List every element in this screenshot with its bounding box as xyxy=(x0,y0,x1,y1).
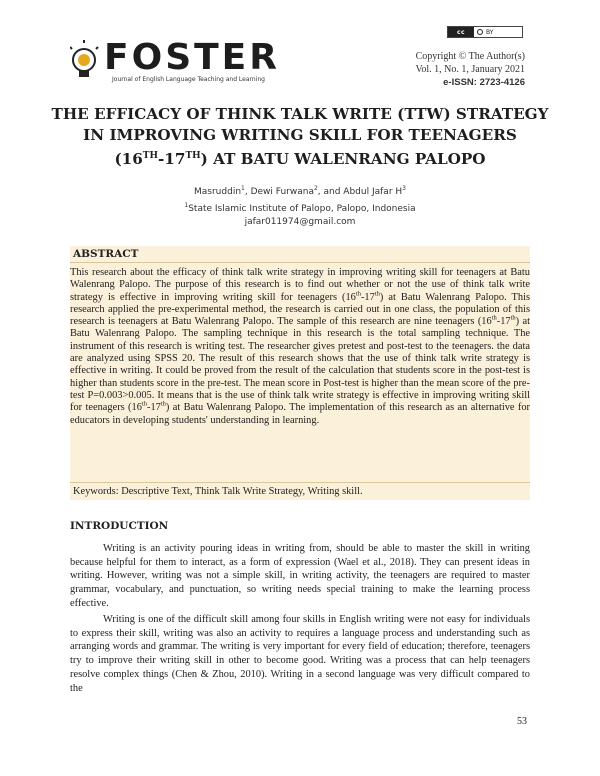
copyright-block xyxy=(415,50,525,89)
title-line-1: THE EFFICACY OF THINK TALK WRITE (TTW) STRATEGY xyxy=(51,105,549,123)
author-block xyxy=(0,182,600,229)
copyright-text: Copyright © The Author(s) xyxy=(415,51,525,62)
page-number: 53 xyxy=(517,716,527,727)
title-line-2: IN IMPROVING WRITING SKILL FOR TEENAGERS xyxy=(83,126,517,144)
by-label: BY xyxy=(474,27,522,37)
logo-wordmark: FOSTER xyxy=(104,37,280,78)
keywords: Keywords: Descriptive Text, Think Talk Write Strategy, Writing skill. xyxy=(73,486,363,497)
volume-text: Vol. 1, No. 1, January 2021 xyxy=(415,64,525,75)
intro-paragraph-1: Writing is an activity pouring ideas in writing from, should be able to master the skill in writing because helpful for them to interact, as a form of expression (Wael et al., 2018). They can present ideas in writing. However, writing was not a simple skill, in writing activity, the teenagers are required to master grammar, vocabulary, and punctuation, so writing needs special training to make the learning process effective. xyxy=(70,543,530,609)
affiliation: $^1$State Islamic Institute of Palopo, Palopo, Indonesia xyxy=(184,202,416,214)
license-badge[interactable] xyxy=(447,26,523,38)
title-line-3: (16TH-17TH) AT BATU WALENRANG PALOPO xyxy=(114,150,486,169)
abstract-header xyxy=(70,246,530,263)
issn-text: e-ISSN: 2723-4126 xyxy=(443,77,525,88)
lightbulb-icon xyxy=(70,40,98,77)
abstract-body: This research about the efficacy of think talk write strategy in improving writing skill for teenagers at Batu Walenrang Palopo. The purpose of this research is to find out whether or not the use of think talk write strategy is effective in improving writing skill for teenagers (16th-17th) at Batu Walenrang Palopo. This research applied the pre-experimental method, the research is carried out in one class, the population of this research is teenagers at Batu Walenrang Palopo. The sample of this research are nine teenagers (16th-17th) at Batu Walenrang Palopo. The sampling technique in this research is the total sampling technique. The instrument of this research is writing test. The researcher gives pretest and post-test to the teenagers. the data are analyzed using SPSS 20. The result of this research shows that the use of think talk write strategy is effective in writing. It could be proved from the result of the calculation that students score in the post-test is higher than students score in the pre-test. The mean score in Post-test is higher than the mean score of the pre-test P=0.003>0.005. It means that is the use of think talk write strategy is effective in improving writing skill for teenagers (16th-17th) at Batu Walenrang Palopo. The implementation of this research as an alternative for educators in developing students' understanding in learning. xyxy=(70,267,531,426)
author-email[interactable]: jafar011974@gmail.com xyxy=(244,217,356,227)
section-heading-introduction: INTRODUCTION xyxy=(70,520,169,532)
abstract-heading: ABSTRACT xyxy=(73,248,139,260)
cc-icon: cc xyxy=(448,27,474,37)
paper-title xyxy=(40,104,560,170)
author-names: Masruddin$^1$, Dewi Furwana$^2$, and Abdul Jafar $H^3$ xyxy=(194,185,406,197)
person-icon xyxy=(477,29,483,35)
logo-subtitle: Journal of English Language Teaching and Learning xyxy=(112,76,265,83)
intro-paragraph-2: Writing is one of the difficult skill among four skills in English writing were not easy for individuals to express their skill, writing was also an activity to requires a language process and understanding such as arranging words and grammar. The writing is very important for every field of education; therefore, teenagers try to improve their writing skill in other to become good. Writing was a process that can help teenagers resolve complex things (Chen & Zhou, 2010). Writing in a second language was very difficult compared to the xyxy=(70,614,530,694)
